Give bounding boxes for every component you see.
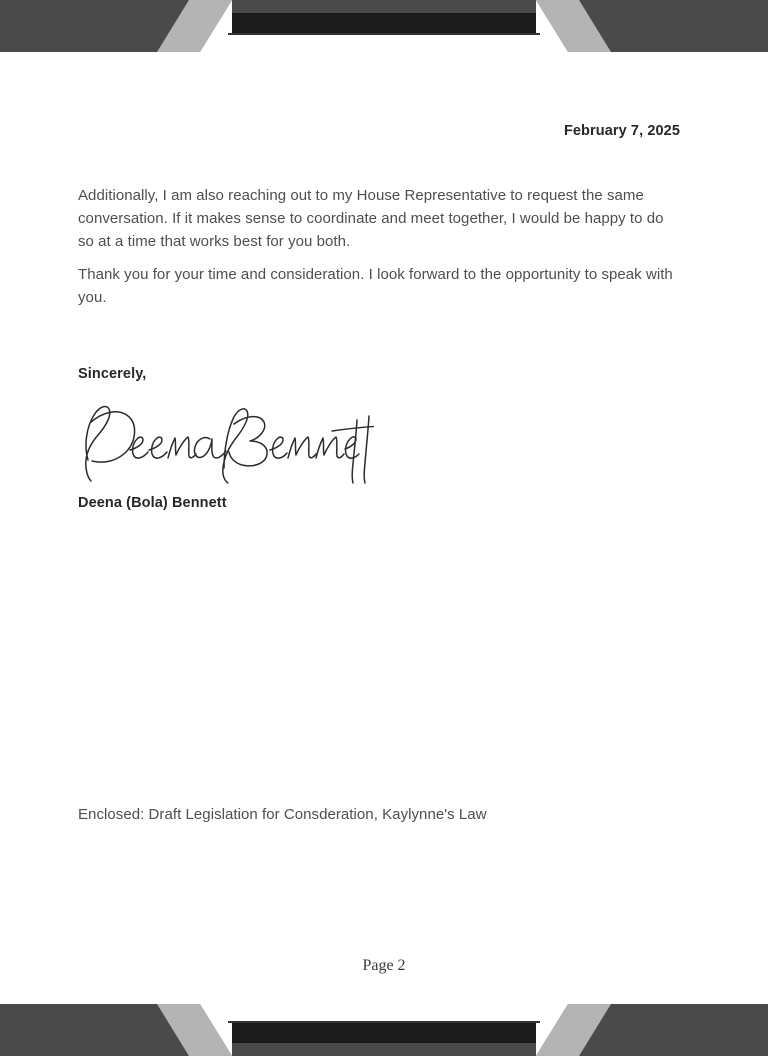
signature-image [74, 398, 374, 484]
signature-letter-n2 [288, 437, 316, 458]
signature-letter-e3 [270, 437, 287, 458]
enclosure-note: Enclosed: Draft Legislation for Consderation, Kaylynne's Law [78, 806, 487, 823]
signature-letter-a [194, 438, 226, 458]
body-paragraph: Thank you for your time and consideration. I look forward to the opportunity to speak with you. [78, 266, 673, 306]
footer-decoration-band [0, 1004, 768, 1056]
signature-letter-B [223, 409, 267, 483]
footer-center-strip [232, 1043, 536, 1056]
letter-date: February 7, 2025 [563, 123, 680, 139]
signature-letter-t1 [352, 420, 357, 483]
signature-letter-n3 [316, 437, 344, 458]
closing-salutation: Sincerely, [78, 366, 147, 382]
footer-seam [228, 1021, 540, 1023]
signature-letter-e2 [149, 437, 167, 458]
signer-name: Deena (Bola) Bennett [78, 495, 227, 511]
page-number: Page 2 [362, 957, 406, 974]
signature-letter-D [86, 407, 135, 481]
footer-black-bar [232, 1023, 536, 1043]
signature-letter-e4 [345, 437, 359, 458]
signature-letter-t2 [364, 416, 369, 483]
signature-letter-n [168, 437, 196, 458]
letter-body [78, 184, 676, 309]
body-paragraph: Additionally, I am also reaching out to my House Representative to request the same conversation. If it makes sense to coordinate and meet together, I would be happy to do so at a time that works best for you both. [78, 187, 664, 250]
